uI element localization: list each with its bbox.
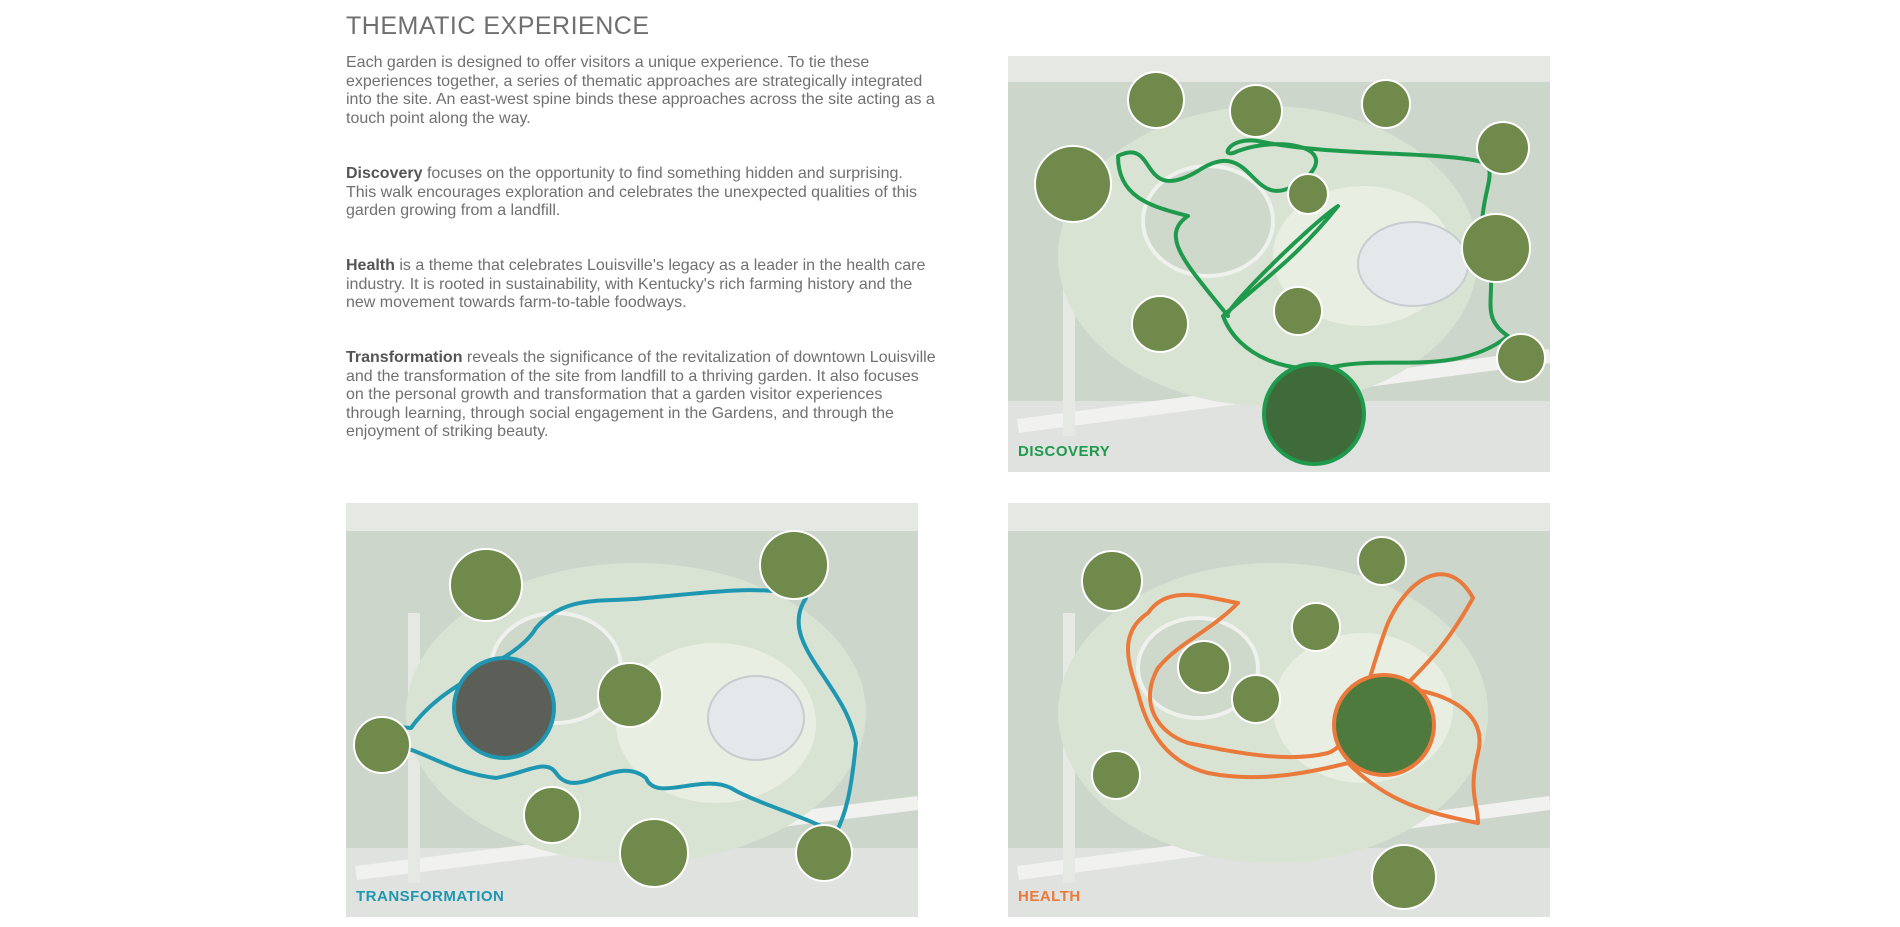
health-map-graphic (1008, 503, 1550, 917)
health-map (1008, 503, 1550, 917)
discovery-text: focuses on the opportunity to find something hidden and surprising. This walk encourages exploration and celebrates the unexpected qualities of this garden growing from a landfill. (346, 165, 918, 220)
transformation-map (346, 503, 918, 917)
health-map-label: HEALTH (1018, 888, 1081, 905)
transformation-map-label: TRANSFORMATION (356, 888, 505, 905)
transformation-paragraph (346, 349, 936, 442)
discovery-map (1008, 56, 1550, 472)
discovery-paragraph (346, 165, 936, 221)
health-term: Health (346, 257, 395, 274)
discovery-term: Discovery (346, 165, 423, 182)
discovery-map-graphic (1008, 56, 1550, 472)
discovery-map-label: DISCOVERY (1018, 443, 1111, 460)
health-paragraph (346, 257, 936, 313)
transformation-text: reveals the significance of the revitalization of downtown Louisville and the transformation of the site from landfill to a thriving garden. It also focuses on the personal growth and transformation that a garden visitor experiences through learning, through social engagement in the Gardens, and through the enjoyment of striking beauty. (346, 349, 936, 441)
page-title: THEMATIC EXPERIENCE (346, 12, 650, 40)
transformation-term: Transformation (346, 349, 463, 366)
health-text: is a theme that celebrates Louisville's legacy as a leader in the health care industry. It is rooted in sustainability, with Kentucky's rich farming history and the new movement towards farm-to-table foodways. (346, 257, 926, 312)
intro-paragraph: Each garden is designed to offer visitors a unique experience. To tie these experiences together, a series of thematic approaches are strategically integrated into the site. An east-west spine binds these approaches across the site acting as a touch point along the way. (346, 54, 935, 127)
transformation-map-graphic (346, 503, 918, 917)
